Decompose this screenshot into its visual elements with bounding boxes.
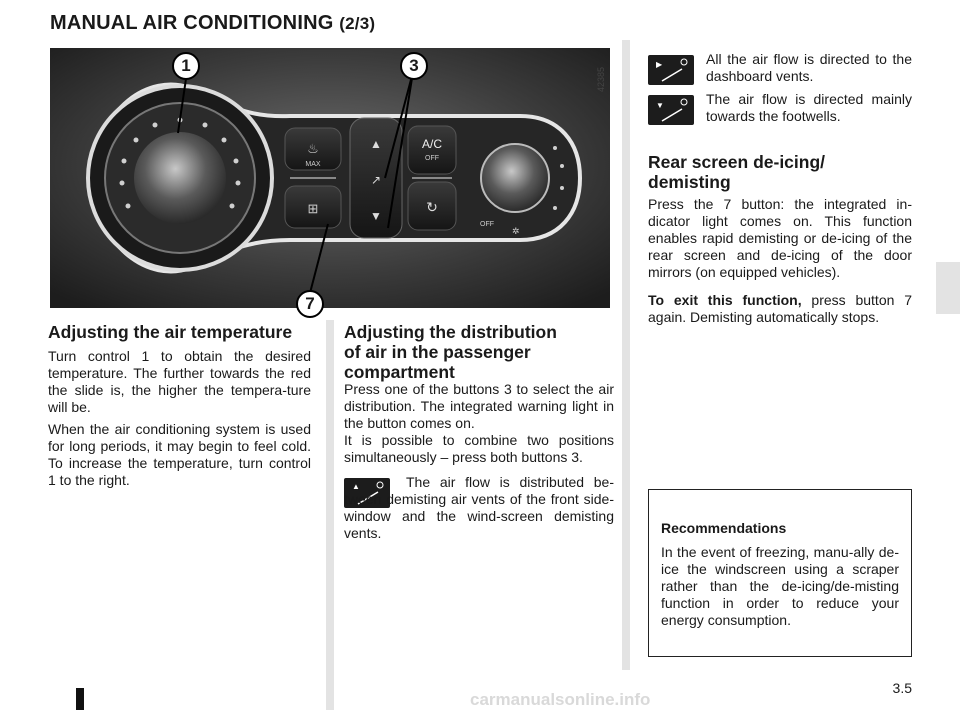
page-title: [50, 12, 375, 35]
col1-para1: Turn control 1 to obtain the desired temperature. The further towards the red the slide is, the higher the tempera-ture will be.: [48, 348, 311, 415]
col3-icon2-text: The air flow is directed mainly towards the footwells.: [706, 91, 912, 124]
svg-text:▲: ▲: [370, 137, 382, 151]
max-label: MAX: [305, 161, 321, 168]
ac-off-label: OFF: [425, 155, 439, 162]
svg-text:▼: ▼: [370, 209, 382, 223]
section-tab: [936, 262, 960, 314]
recommendations-text: In the event of freezing, manu-ally de-ice the windscreen using a scraper rather than the de-icing/de-misting function in order to reduce your energy consumption.: [661, 544, 899, 628]
page-number: 3.5: [892, 680, 912, 696]
footwells-icon: [648, 95, 694, 125]
svg-text:♨: ♨: [307, 141, 319, 156]
exit-function-label: To exit this function,: [648, 292, 802, 308]
column-separator: [326, 320, 334, 710]
heading-rear-screen: Rear screen de-icing/ demisting: [648, 152, 826, 192]
dashboard-vents-icon: [648, 55, 694, 85]
svg-text:↗: ↗: [370, 173, 382, 187]
svg-text:✲: ✲: [512, 226, 520, 236]
recommendations-box: [648, 489, 912, 657]
watermark: carmanualsonline.info: [470, 690, 651, 709]
ac-label: A/C: [421, 137, 443, 151]
col3-para1: Press the 7 button: the integrated in-dicator light comes on. This function enables rapid demisting or de-icing of the rear screen and de-icing of the door mirrors (on equipped vehicles).: [648, 196, 912, 280]
col2-icon-text: The air flow is distributed be-tween demisting air vents of the front side-window and the wind-screen demisting vents.: [344, 474, 614, 541]
title-part: (2/3): [339, 14, 376, 33]
page-marker: [76, 688, 84, 710]
svg-text:⊞: ⊞: [307, 201, 319, 216]
svg-text:▼: ▼: [656, 101, 664, 110]
col1-para2: When the air conditioning system is used for long periods, it may begin to feel cold. To increase the temperature, turn control 1 to the right.: [48, 421, 311, 488]
callout-1: 1: [172, 52, 200, 80]
heading-air-distribution: Adjusting the distribution of air in the passenger compartment: [344, 322, 557, 382]
col3-icon1-text: All the air flow is directed to the dashboard vents.: [706, 51, 912, 84]
col2-para2: It is possible to combine two positions simultaneously – press both buttons 3.: [344, 432, 614, 465]
col3-para2: To exit this function, press button 7 again. Demisting automatically stops.: [648, 292, 912, 325]
callout-7: 7: [296, 290, 324, 318]
heading-air-temperature: Adjusting the air temperature: [48, 322, 293, 342]
figure-code: 42385: [596, 66, 606, 92]
ac-panel-figure: [50, 48, 610, 308]
recommendations-title: Recommendations: [661, 520, 787, 536]
svg-text:↻: ↻: [426, 199, 438, 215]
col2-para1: Press one of the buttons 3 to select the air distribution. The integrated warning light in the button comes on.: [344, 381, 614, 431]
svg-text:▲: ▲: [352, 482, 360, 491]
svg-text:▶: ▶: [656, 60, 663, 69]
ac-panel-illustration: [50, 48, 610, 308]
fan-off-label: OFF: [480, 221, 494, 228]
column-separator: [622, 40, 630, 670]
callout-3: 3: [400, 52, 428, 80]
title-main: MANUAL AIR CONDITIONING: [50, 12, 334, 34]
